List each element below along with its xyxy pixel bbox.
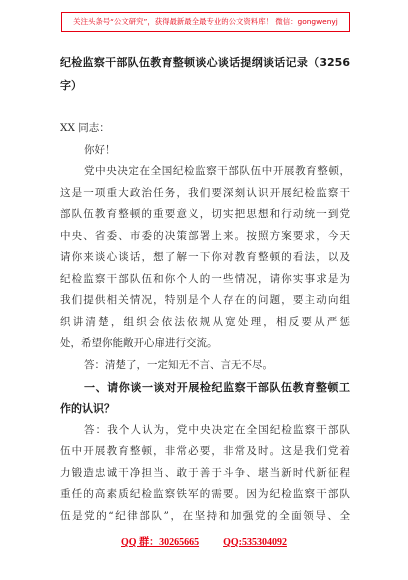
text-line: 重任的高素质纪检监察铁军的需要。因为纪检监察干部队 [60,488,350,501]
text-line: 部队伍教育整顿的重要意义，切实把思想和行动统一到党 [60,208,350,221]
text-line: 答：我个人认为，党中央决定在全国纪检监察干部队 [84,423,350,436]
text-line: 力锻造忠诚干净担当、敢于善于斗争、堪当新时代新征程 [60,466,350,479]
document-title [60,51,350,97]
intro-paragraph [60,161,350,355]
text-line: 织讲清楚，组织会依法依规从宽处理，相反要从严惩 [60,315,350,328]
answer-paragraph [60,420,350,528]
text-line: 党中央决定在全国纪检监察干部队伍中开展教育整顿， [84,165,350,178]
greeting: 你好！ [84,143,116,156]
question-heading [60,377,350,420]
reply-paragraph: 答：清楚了，一定知无不言、言无不尽。 [84,359,273,372]
letter-body [60,118,350,527]
qq-group-number: QQ 群：30265665 [121,537,200,548]
qq-number: QQ:535304092 [223,537,287,548]
title-line: 字） [60,79,82,92]
text-line: 处，希望你能敞开心扉进行交流。 [60,337,218,350]
text-line: 这是一项重大政治任务，我们要深刻认识开展纪检监察干 [60,186,350,199]
heading-line: 作的认识？ [60,402,115,416]
salutation: XX 同志： [60,122,110,134]
text-line: 伍中开展教育整顿，非常必要，非常及时。这是我们党着 [60,445,350,458]
text-line: 我们提供相关情况，特别是个人存在的问题，要主动向组 [60,294,350,307]
title-line: 纪检监察干部队伍教育整顿谈心谈话提纲谈话记录（3256 [60,56,350,69]
text-line: 请你来谈心谈话，想了解一下你对教育整顿的看法，以及 [60,251,350,264]
text-line: 伍是党的“纪律部队”，在坚持和加强党的全面领导、全 [60,509,350,522]
heading-line: 一、请你谈一谈对开展检纪监察干部队伍教育整顿工 [84,380,350,394]
text-line: 纪检监察干部队伍和你个人的一些情况，请你实事求是为 [60,272,350,285]
text-line: 中央、省委、市委的决策部署上来。按照方案要求，今天 [60,229,350,242]
footer-contact [0,535,408,551]
header-banner: 关注头条号“公文研究”，获得最新最全最专业的公文资料库！ 微信：gongwenyj [61,12,350,32]
